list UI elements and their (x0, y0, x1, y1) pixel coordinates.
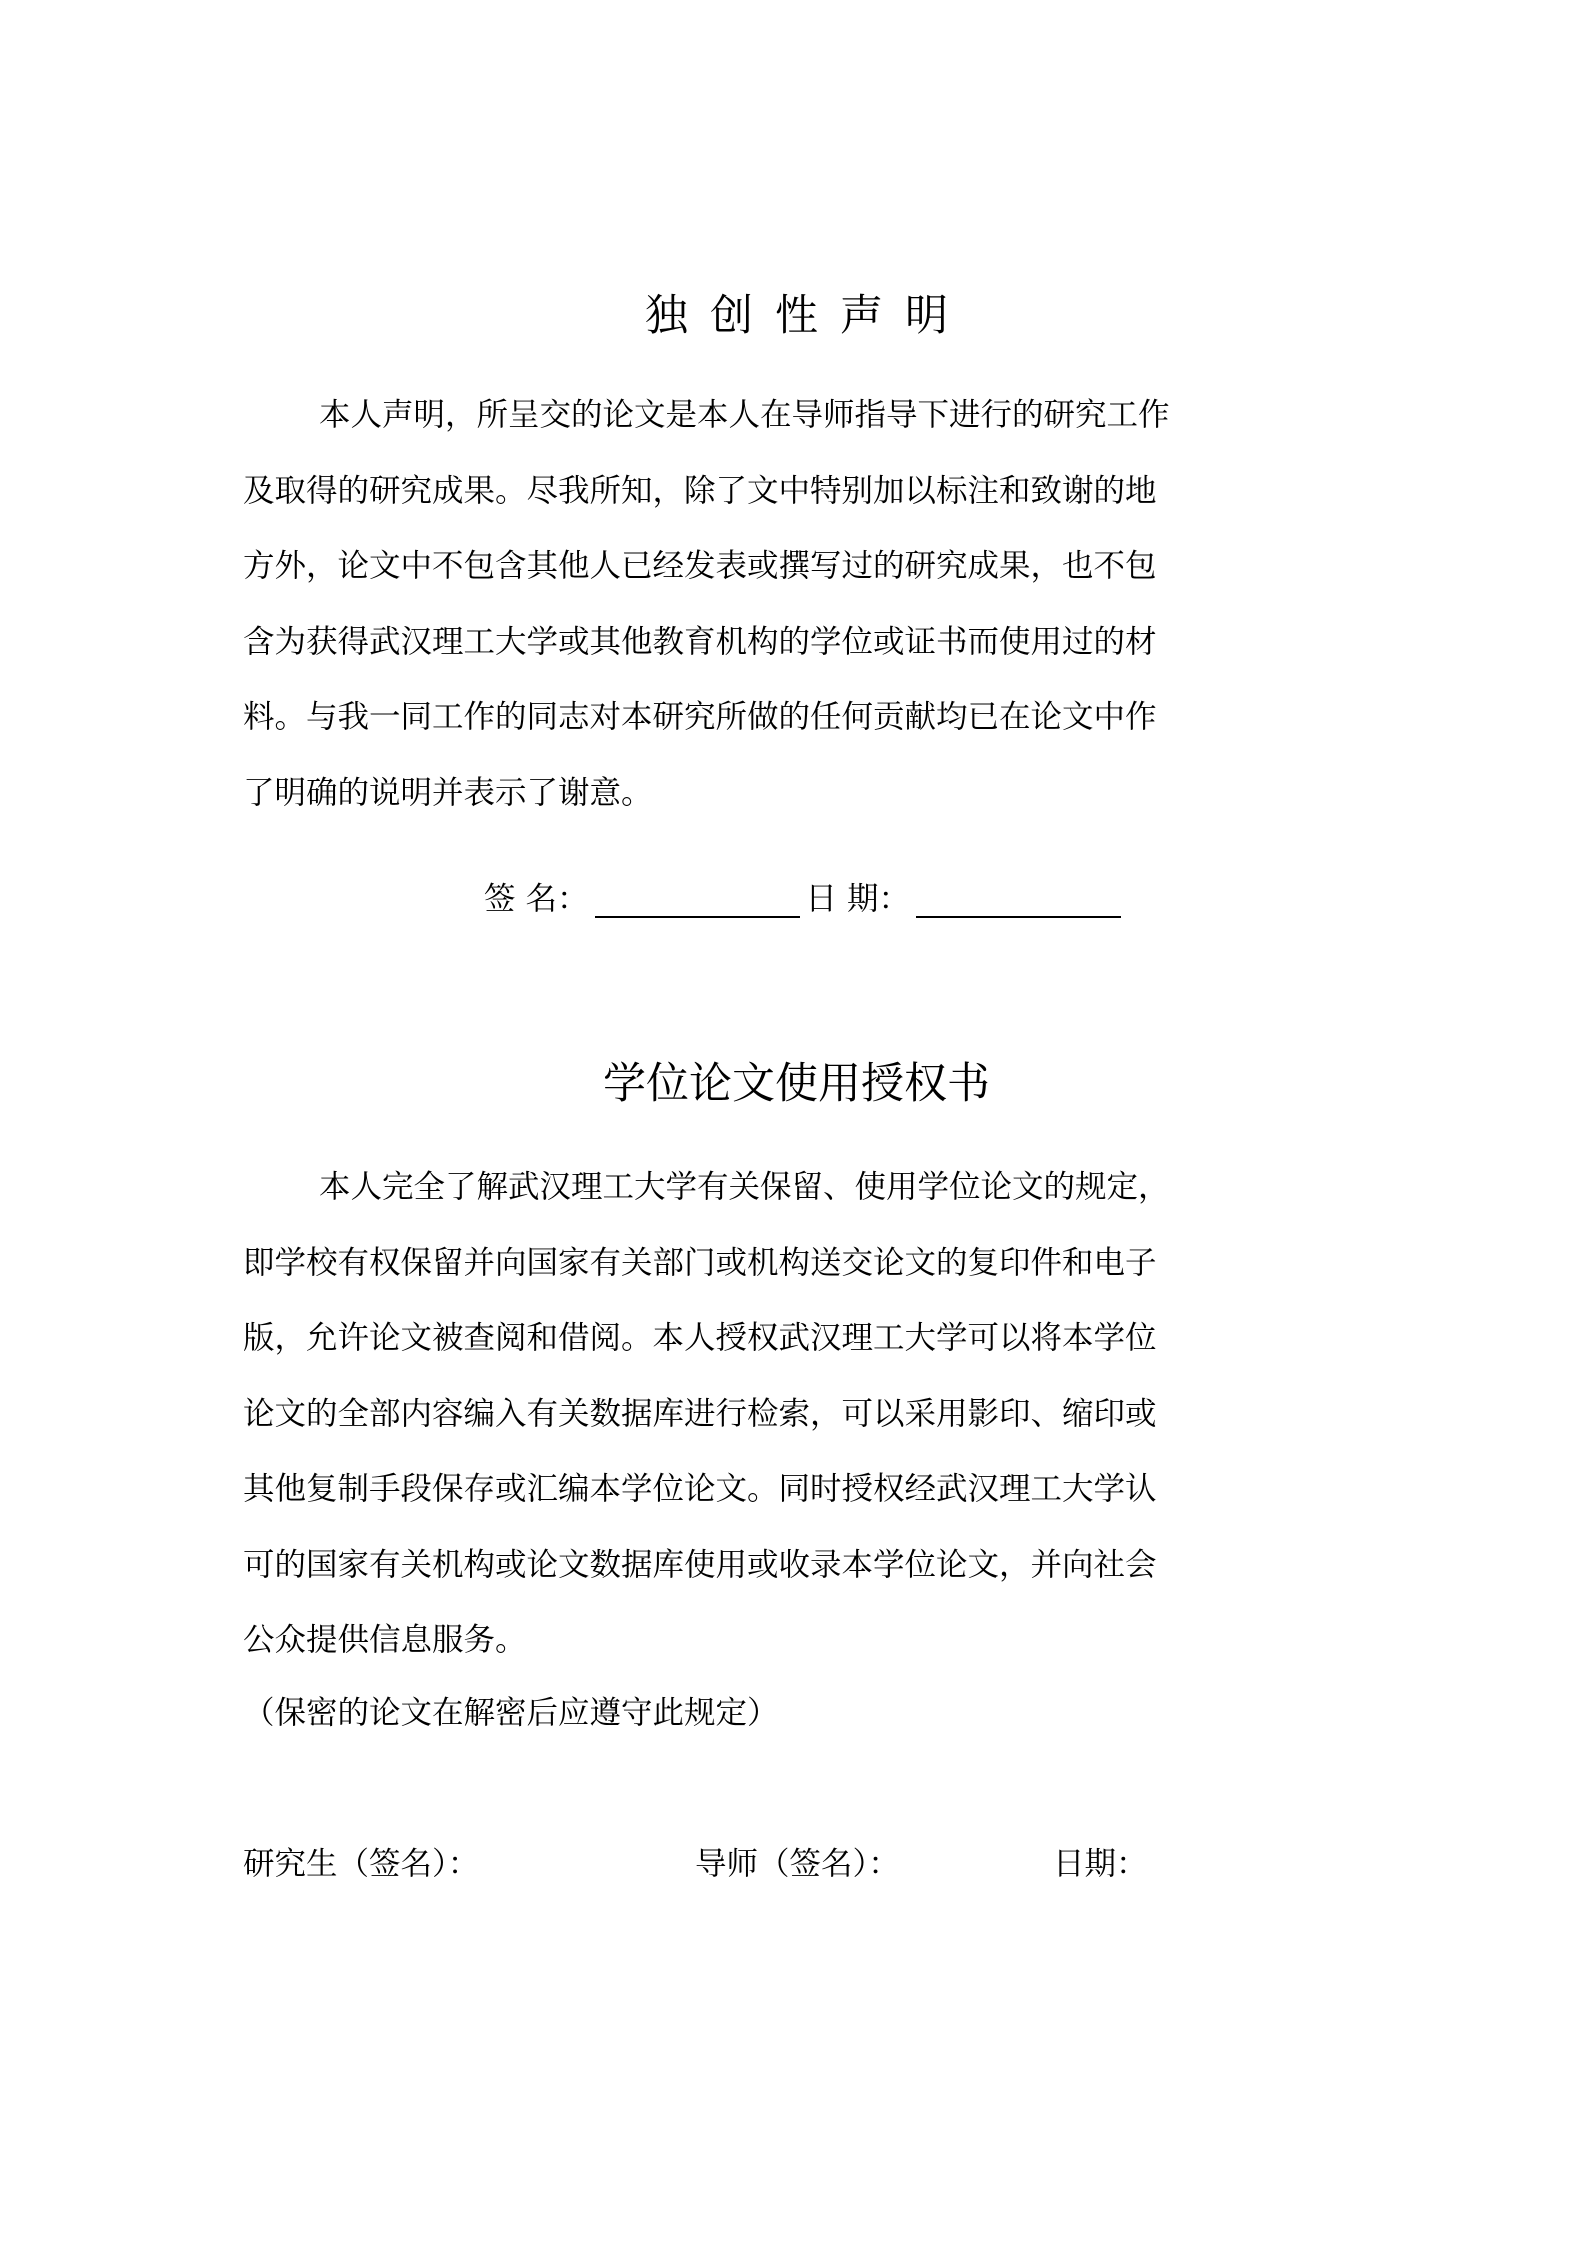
statement-line: 论文的全部内容编入有关数据库进行检索，可以采用影印、缩印或 (243, 1395, 1157, 1432)
originality-title: 独创性声明 (645, 291, 970, 341)
statement-line: 本人完全了解武汉理工大学有关保留、使用学位论文的规定， (319, 1169, 1170, 1205)
statement-line: 可的国家有关机构或论文数据库使用或收录本学位论文，并向社会 (243, 1546, 1157, 1583)
statement-line: 了明确的说明并表示了谢意。 (243, 774, 653, 811)
authorization-title: 学位论文使用授权书 (603, 1059, 990, 1109)
statement-line: 及取得的研究成果。尽我所知，除了文中特别加以标注和致谢的地 (243, 472, 1157, 509)
signature-blank-line[interactable] (595, 882, 800, 918)
originality-statement (243, 378, 1243, 831)
statement-line: 公众提供信息服务。 (243, 1622, 527, 1658)
statement-line: 方外，论文中不包含其他人已经发表或撰写过的研究成果，也不包 (243, 548, 1157, 584)
authorization-statement (243, 1150, 1243, 1679)
student-signature-label: 研究生（签名）： (243, 1846, 480, 1882)
advisor-signature-label: 导师（签名）： (695, 1846, 900, 1882)
statement-line: 即学校有权保留并向国家有关部门或机构送交论文的复印件和电子 (243, 1244, 1157, 1281)
statement-line: 版，允许论文被查阅和借阅。本人授权武汉理工大学可以将本学位 (243, 1320, 1157, 1356)
date-label: 日期： (1053, 1846, 1148, 1882)
originality-signature-row (484, 874, 1127, 924)
statement-line: 本人声明，所呈交的论文是本人在导师指导下进行的研究工作 (319, 397, 1170, 433)
date-blank-line[interactable] (916, 882, 1121, 918)
date-label: 日 期： (805, 881, 911, 917)
authorization-signature-row (243, 1839, 1243, 1889)
statement-line: 料。与我一同工作的同志对本研究所做的任何贡献均已在论文中作 (243, 699, 1157, 735)
signature-label: 签 名： (484, 881, 589, 917)
confidential-note: （保密的论文在解密后应遵守此规定） (243, 1695, 779, 1731)
statement-line: 其他复制手段保存或汇编本学位论文。同时授权经武汉理工大学认 (243, 1471, 1157, 1507)
statement-line: 含为获得武汉理工大学或其他教育机构的学位或证书而使用过的材 (243, 623, 1157, 660)
